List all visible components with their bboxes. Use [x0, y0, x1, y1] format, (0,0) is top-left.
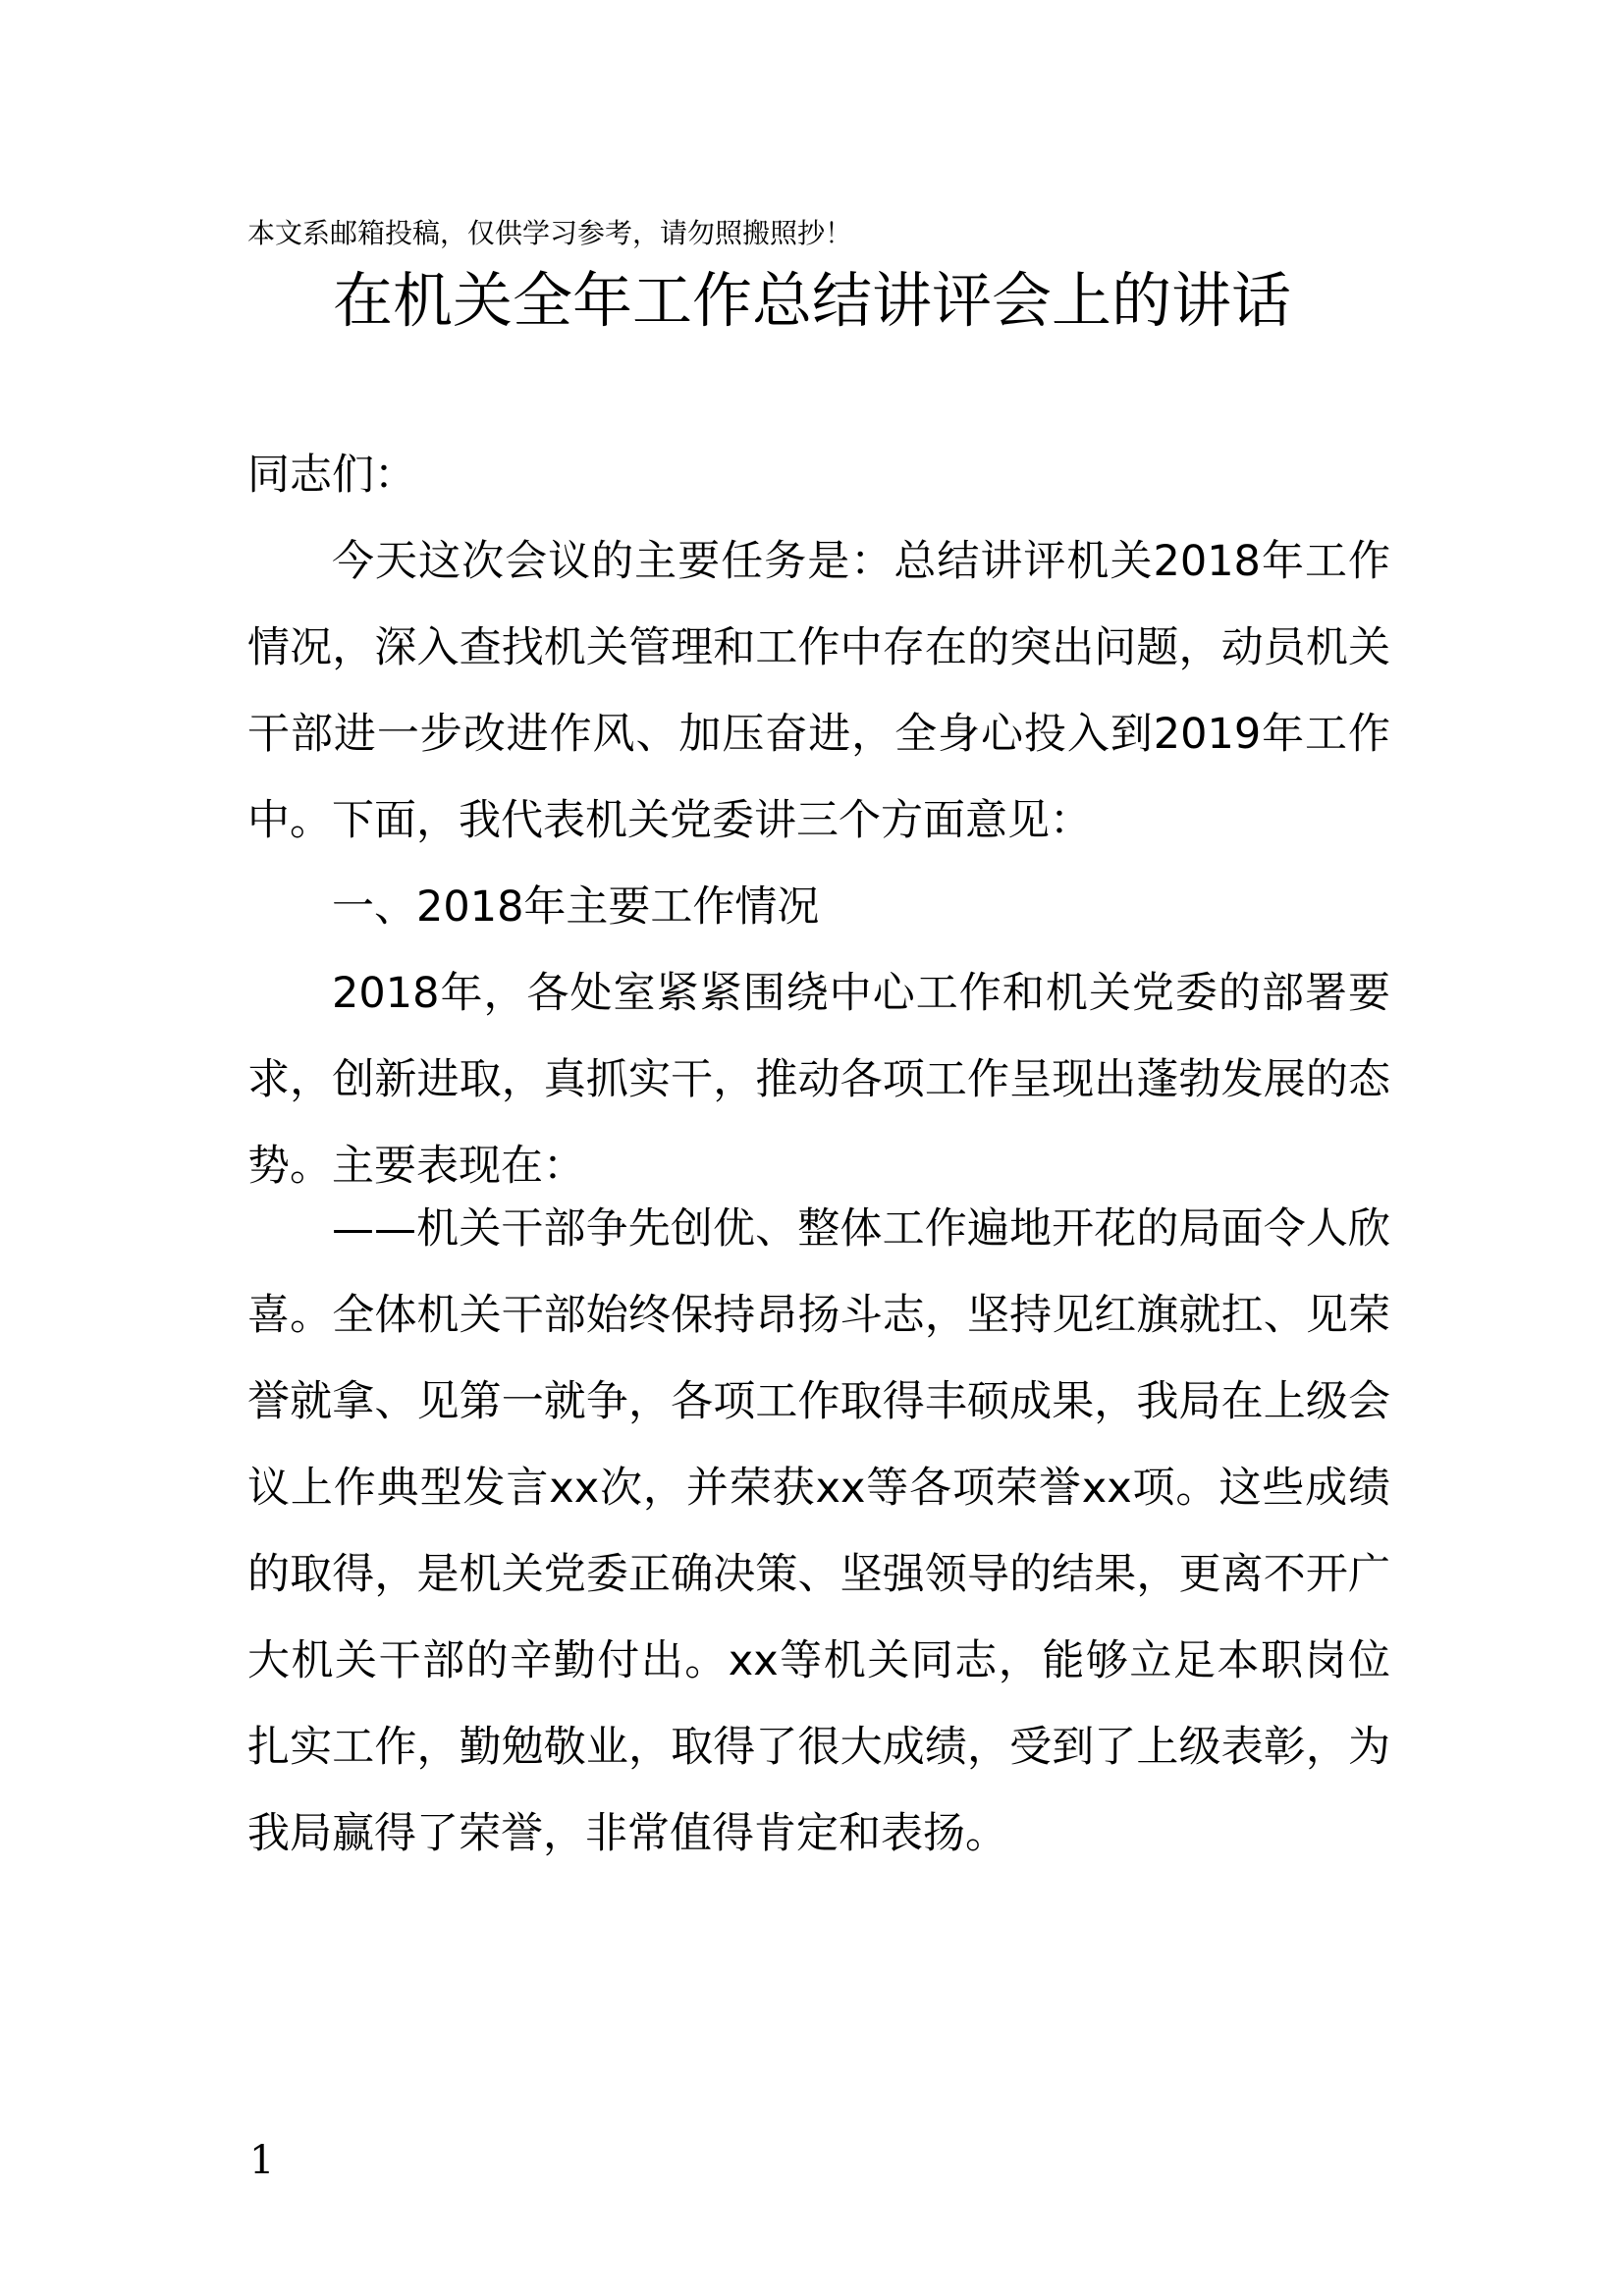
document-title: 在机关全年工作总结讲评会上的讲话: [332, 266, 1291, 336]
paragraph-meeting-task: 今天这次会议的主要任务是：总结讲评机关2018年工作情况，深入查找机关管理和工作中存在的突出问题，动员机关干部进一步改进作风、加压奋进，全身心投入到2019年工作中。下面，我代表机关党委讲三个方面意见：: [247, 537, 1390, 845]
section-heading: 一、2018年主要工作情况: [332, 882, 820, 932]
paragraph-achievements: ——机关干部争先创优、整体工作遍地开花的局面令人欣喜。全体机关干部始终保持昂扬斗志，坚持见红旗就扛、见荣誉就拿、见第一就争，各项工作取得丰硕成果，我局在上级会议上作典型发言xx次，并荣获xx等各项荣誉xx项。这些成绩的取得，是机关党委正确决策、坚强领导的结果，更离不开广大机关干部的辛勤付出。xx等机关同志，能够立足本职岗位扎实工作，勤勉敬业，取得了很大成绩，受到了上级表彰，为我局赢得了荣誉，非常值得肯定和表扬。: [247, 1204, 1390, 1858]
page-number: 1: [249, 2138, 275, 2183]
paragraph-2018-summary: 2018年，各处室紧紧围绕中心工作和机关党委的部署要求，创新进取，真抓实干，推动各项工作呈现出蓬勃发展的态势。主要表现在：: [247, 969, 1390, 1191]
salutation: 同志们：: [247, 451, 416, 500]
submission-notice: 本文系邮箱投稿，仅供学习参考，请勿照搬照抄！: [247, 217, 853, 249]
